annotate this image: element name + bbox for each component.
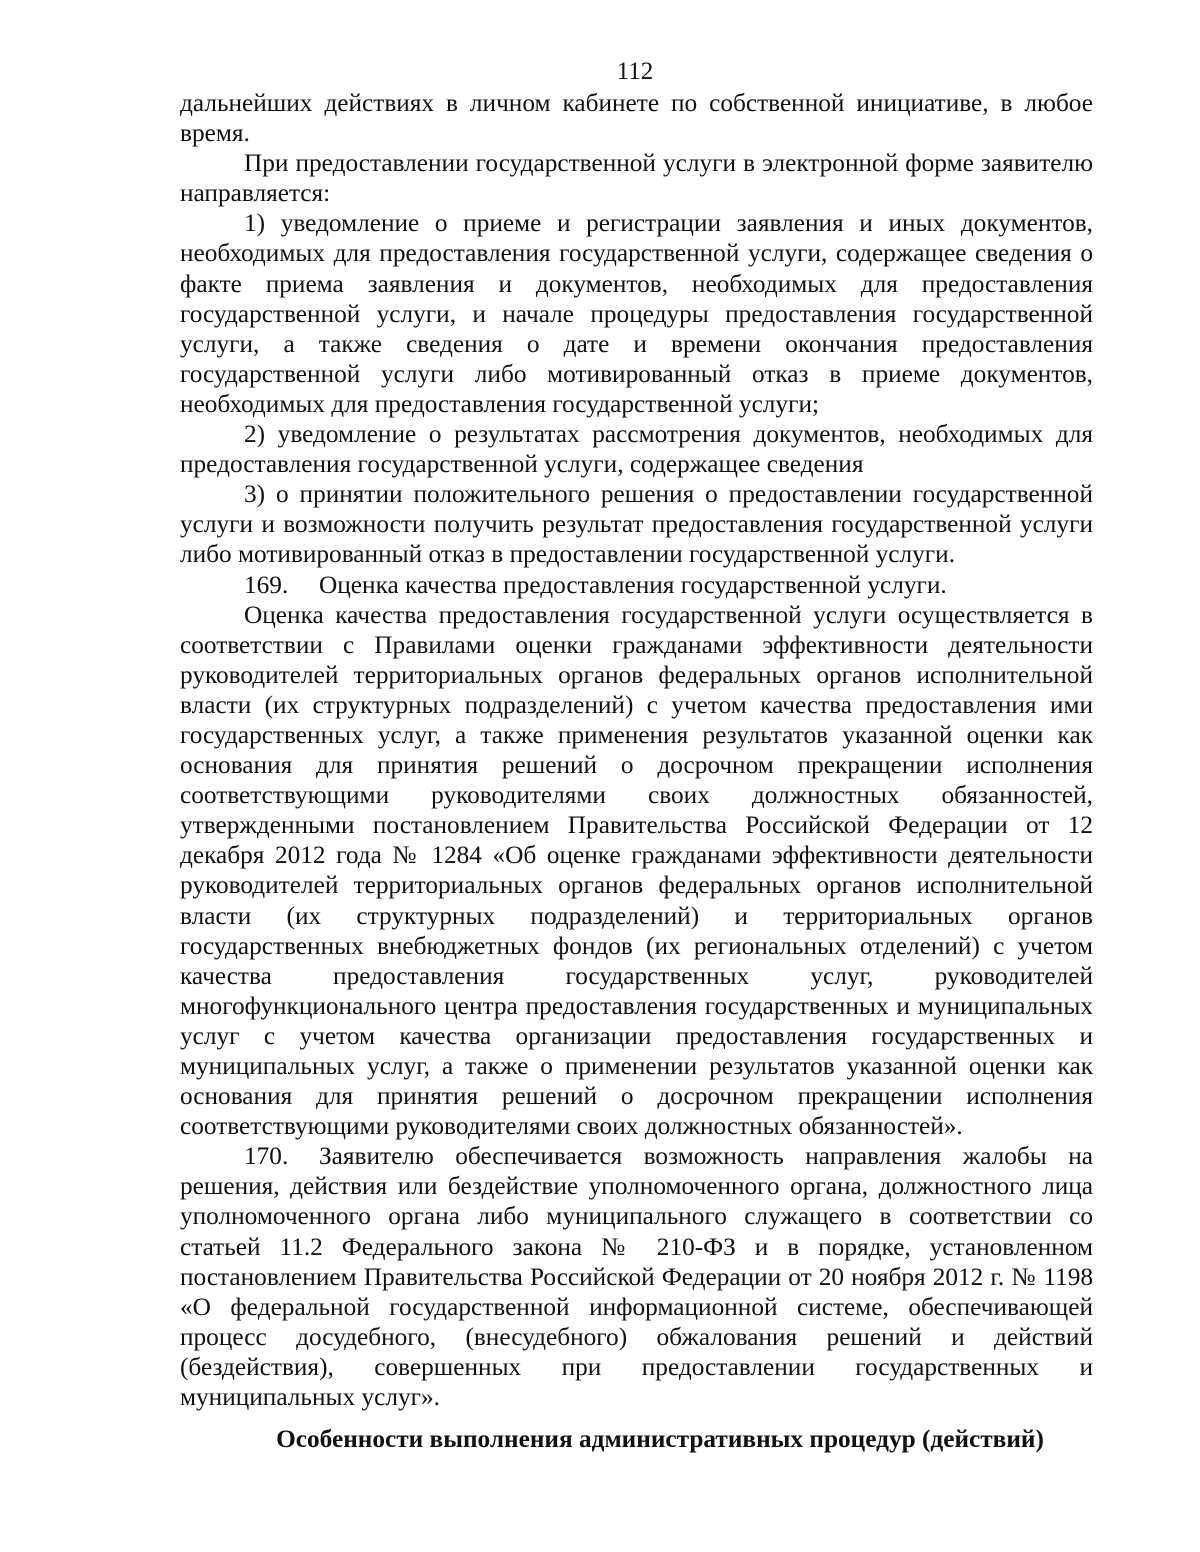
- paragraph-169: [180, 570, 1093, 600]
- paragraph-continuation: дальнейших действиях в личном кабинете по собственной инициативе, в любое время.: [180, 89, 1093, 148]
- clause-number-170: 170.: [244, 1142, 289, 1171]
- paragraph-item-2: 2) уведомление о результатах рассмотрения документов, необходимых для предоставления государственной услуги, содержащее сведения: [180, 420, 1093, 479]
- paragraph-170: [180, 1141, 1093, 1412]
- paragraph-electronic-form: При предоставлении государственной услуги в электронной форме заявителю направляется:: [180, 149, 1093, 208]
- section-heading: Особенности выполнения административных процедур (действий): [276, 1425, 1044, 1453]
- clause-text-169: Оценка качества предоставления государственной услуги.: [319, 570, 947, 599]
- clause-text-170: Заявителю обеспечивается возможность направления жалобы на решения, действия или бездействие уполномоченного органа, должностного лица уполномоченного органа либо муниципального служащего в соответствии со статьей 11.2 Федерального закона № 210-ФЗ и в порядке, установленном постановлением Правительства Российской Федерации от 20 ноября 2012 г. № 1198 «О федеральной государственной информационной системе, обеспечивающей процесс досудебного, (внесудебного) обжалования решений и действий (бездействия), совершенных при предоставлении государственных и муниципальных услуг».: [180, 1142, 1093, 1412]
- page-number: 112: [616, 58, 654, 85]
- paragraph-item-3: 3) о принятии положительного решения о предоставлении государственной услуги и возможности получить результат предоставления государственной услуги либо мотивированный отказ в предоставлении государственной услуги.: [180, 480, 1093, 569]
- clause-number-169: 169.: [244, 570, 289, 599]
- paragraph-item-1: 1) уведомление о приеме и регистрации заявления и иных документов, необходимых для предоставления государственной услуги, содержащее сведения о факте приема заявления и документов, необходимых для предоставления государственной услуги, и начале процедуры предоставления государственной услуги, а также сведения о дате и времени окончания предоставления государственной услуги либо мотивированный отказ в приеме документов, необходимых для предоставления государственной услуги;: [180, 209, 1093, 418]
- document-body: [180, 88, 1093, 1412]
- paragraph-quality-assessment: Оценка качества предоставления государственной услуги осуществляется в соответствии с Правилами оценки гражданами эффективности деятельности руководителей территориальных органов федеральных органов исполнительной власти (их структурных подразделений) с учетом качества предоставления ими государственных услуг, а также применения результатов указанной оценки как основания для принятия решений о досрочном прекращении исполнения соответствующими руководителями своих должностных обязанностей, утвержденными постановлением Правительства Российской Федерации от 12 декабря 2012 года № 1284 «Об оценке гражданами эффективности деятельности руководителей территориальных органов федеральных органов исполнительной власти (их структурных подразделений) и территориальных органов государственных внебюджетных фондов (их региональных отделений) с учетом качества предоставления государственных услуг, руководителей многофункционального центра предоставления государственных и муниципальных услуг с учетом качества организации предоставления государственных и муниципальных услуг, а также о применении результатов указанной оценки как основания для принятия решений о досрочном прекращении исполнения соответствующими руководителями своих должностных обязанностей».: [180, 600, 1093, 1141]
